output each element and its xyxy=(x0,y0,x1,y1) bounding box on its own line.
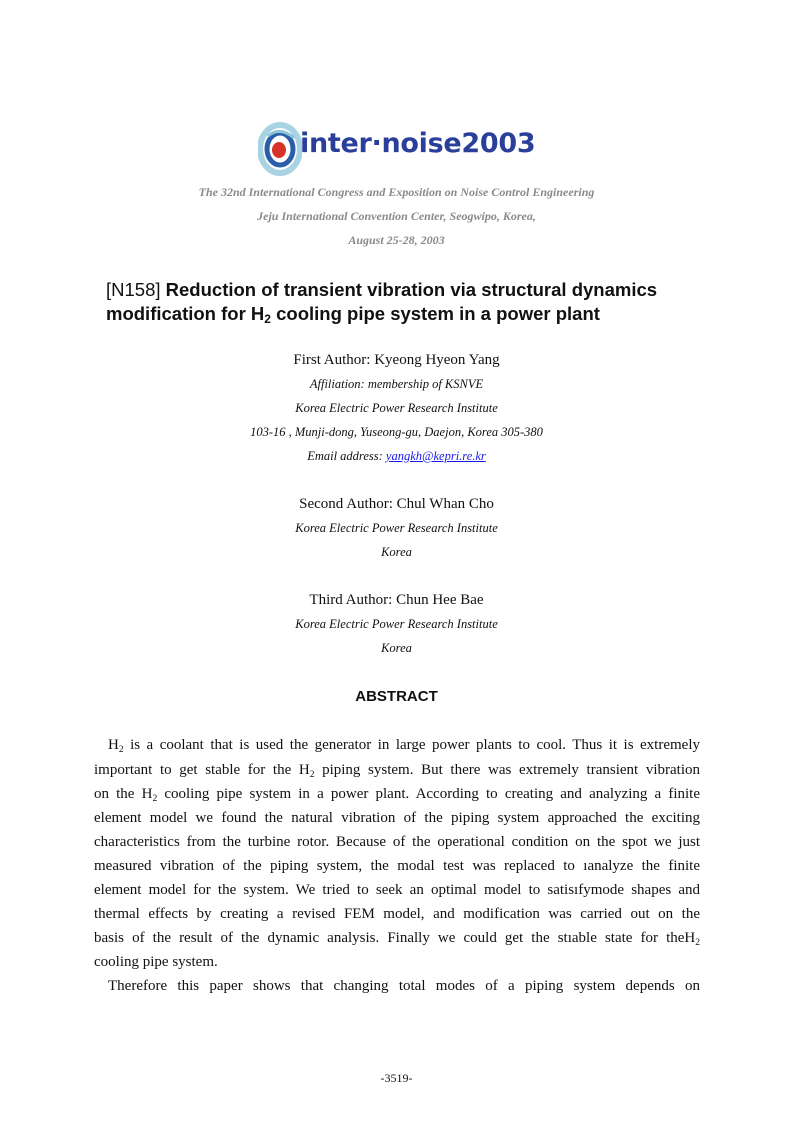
second-author-country: Korea xyxy=(381,545,412,559)
abstract-line: characteristics from the turbine rotor. Because of the operational condition on the spot we just xyxy=(94,834,700,850)
abstract-line: thermal effects by creating a revised FEM model, and modification was carried out on the xyxy=(94,906,700,922)
first-author-affiliation: Affiliation: membership of KSNVE xyxy=(309,377,484,391)
abstract-line: $H_2$ is a coolant that is used the generator in large power plants to cool. Thus it is extremely xyxy=(108,737,700,755)
abstract-heading: ABSTRACT xyxy=(355,688,438,705)
title-line-1: [N158] Reduction of transient vibration via structural dynamics xyxy=(106,279,658,300)
second-author-institute: Korea Electric Power Research Institute xyxy=(295,521,498,535)
email-link[interactable]: yangkh@kepri.re.kr xyxy=(385,449,486,463)
page-number: -3519- xyxy=(380,1071,413,1085)
third-author-name: Third Author: Chun Hee Bae xyxy=(309,592,484,608)
third-author-country: Korea xyxy=(381,641,412,655)
paper-title xyxy=(106,278,706,326)
abstract-line: Therefore this paper shows that changing total modes of a piping system depends on xyxy=(108,978,700,994)
first-author-institute: Korea Electric Power Research Institute xyxy=(295,401,498,415)
logo-wordmark: inter·noise2003 xyxy=(300,128,536,159)
first-author-name: First Author: Kyeong Hyeon Yang xyxy=(293,352,500,368)
inter-noise-logo xyxy=(258,118,548,180)
title-line-2: modification for $H_2$ cooling pipe system in a power plant xyxy=(106,303,600,326)
second-author-name: Second Author: Chul Whan Cho xyxy=(299,496,494,512)
paper-code: [N158] xyxy=(106,279,166,300)
abstract-line: element model for the system. We tried to seek an optimal model to satisıfymode shapes and xyxy=(94,882,700,898)
abstract-line: element model we found the natural vibration of the piping system approached the exciting xyxy=(94,810,700,826)
abstract-line: important to get stable for the $H_2$ piping system. But there was extremely transient vibration xyxy=(94,762,700,780)
logo-swirl-icon xyxy=(258,122,302,176)
abstract-line: measured vibration of the piping system, the modal test was replaced to ıanalyze the finite xyxy=(94,858,700,874)
first-author-address: 103-16 , Munji-dong, Yuseong-gu, Daejon, Korea 305-380 xyxy=(250,425,543,439)
abstract-line: cooling pipe system. xyxy=(94,954,218,970)
abstract-line: on the $H_2$ cooling pipe system in a power plant. According to creating and analyzing a finite xyxy=(94,786,700,804)
first-author-email-line: Email address: yangkh@kepri.re.kr xyxy=(307,449,486,463)
conference-venue: Jeju International Convention Center, Seogwipo, Korea, xyxy=(257,209,536,223)
conference-date: August 25-28, 2003 xyxy=(348,233,445,247)
third-author-institute: Korea Electric Power Research Institute xyxy=(295,617,498,631)
abstract-line: basis of the result of the dynamic analysis. Finally we could get the stıable state for theH$_2$ xyxy=(94,930,700,948)
conference-name: The 32nd International Congress and Exposition on Noise Control Engineering xyxy=(198,185,595,199)
